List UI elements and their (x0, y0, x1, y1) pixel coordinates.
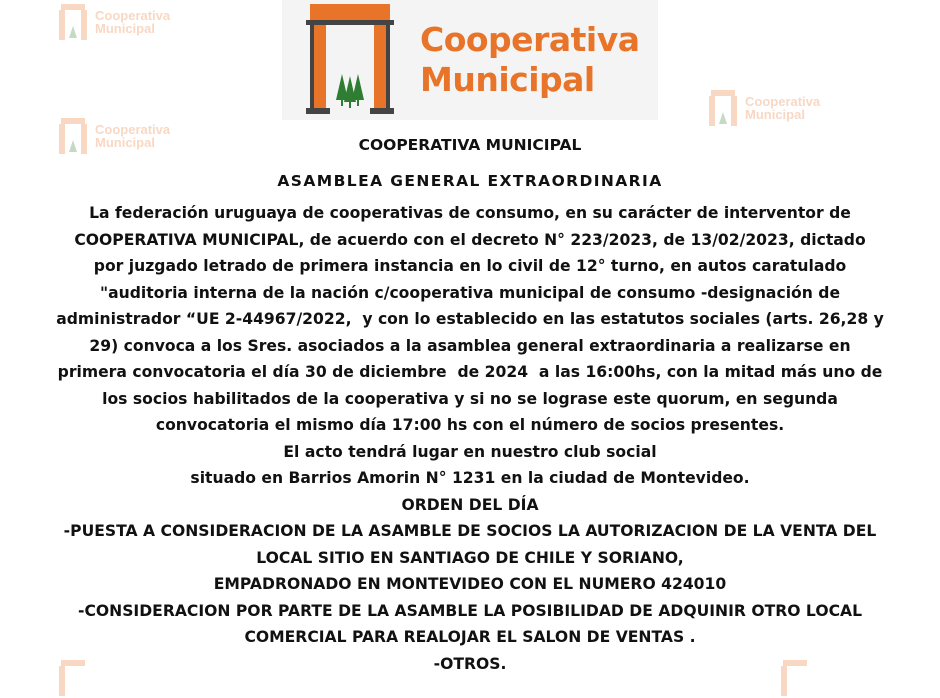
assembly-title: ASAMBLEA GENERAL EXTRAORDINARIA (277, 171, 663, 190)
watermark-line2: Municipal (745, 107, 805, 122)
building-trees-icon (706, 88, 740, 128)
building-trees-icon (56, 2, 90, 42)
agenda-line: LOCAL SITIO EN SANTIAGO DE CHILE Y SORIANO, (256, 548, 684, 567)
body-line: administrador “UE 2-44967/2022, y con lo establecido en las estatutos sociales (arts. 26,28 y (56, 310, 884, 328)
watermark-line1: Cooperativa (95, 8, 171, 23)
watermark-logo (56, 2, 170, 42)
agenda-title: ORDEN DEL DÍA (401, 495, 539, 514)
body-line: 29) convoca a los Sres. asociados a la asamblea general extraordinaria a realizarse en (89, 336, 851, 355)
agenda-line: -OTROS. (433, 654, 507, 673)
building-trees-icon (306, 4, 394, 116)
body-line: COOPERATIVA MUNICIPAL, de acuerdo con el decreto N° 223/2023, de 13/02/2023, dictado (74, 230, 866, 249)
notice-body (8, 200, 932, 439)
venue-line: situado en Barrios Amorin N° 1231 en la ciudad de Montevideo. (190, 469, 750, 487)
body-line: La federación uruguaya de cooperativas de consumo, en su carácter de interventor de (89, 204, 851, 222)
watermark-logo (706, 88, 820, 128)
body-line: los socios habilitados de la cooperativa y si no se lograse este quorum, en segunda (102, 389, 838, 408)
agenda-line: -CONSIDERACION POR PARTE DE LA ASAMBLE LA POSIBILIDAD DE ADQUINIR OTRO LOCAL (77, 601, 863, 620)
agenda-line: COMERCIAL PARA REALOJAR EL SALON DE VENTAS . (244, 628, 696, 646)
watermark-line2: Municipal (95, 21, 155, 36)
org-title: COOPERATIVA MUNICIPAL (358, 136, 582, 154)
agenda-line: -PUESTA A CONSIDERACION DE LA ASAMBLE DE SOCIOS LA AUTORIZACION DE LA VENTA DEL (63, 522, 877, 540)
body-line: primera convocatoria el día 30 de diciembre de 2024 a las 16:00hs, con la mitad más uno de (57, 363, 883, 381)
brand-logo (282, 0, 658, 120)
body-line: convocatoria el mismo día 17:00 hs con el número de socios presentes. (155, 416, 785, 434)
watermark-line1: Cooperativa (745, 94, 821, 109)
brand-name-line2: Municipal (420, 60, 595, 99)
watermark-line2: Municipal (95, 135, 155, 150)
body-line: "auditoria interna de la nación c/cooperativa municipal de consumo -designación de (99, 283, 841, 302)
venue-line: El acto tendrá lugar en nuestro club social (283, 442, 657, 461)
agenda-line: EMPADRONADO EN MONTEVIDEO CON EL NUMERO 424010 (213, 575, 727, 593)
notice-content (8, 132, 932, 677)
brand-name-line1: Cooperativa (420, 20, 640, 59)
watermark-line1: Cooperativa (95, 122, 171, 137)
body-line: por juzgado letrado de primera instancia en lo civil de 12° turno, en autos caratulado (93, 257, 847, 275)
